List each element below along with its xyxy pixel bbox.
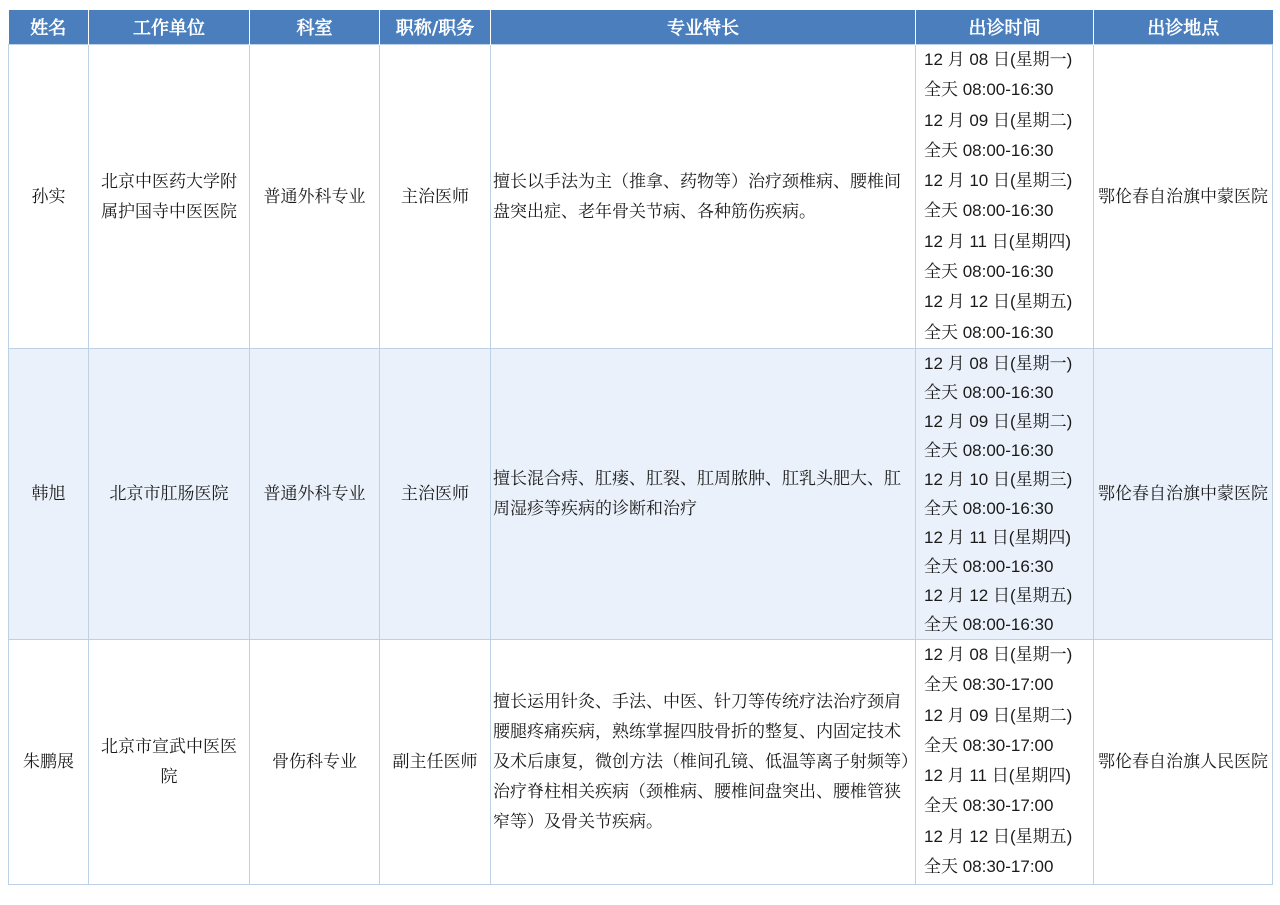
header-clinic-location: 出诊地点 xyxy=(1094,10,1273,45)
clinic-time-line: 全天 08:00-16:30 xyxy=(924,80,1054,100)
clinic-time-line: 全天 08:30-17:00 xyxy=(924,675,1054,695)
clinic-time-line: 全天 08:00-16:30 xyxy=(924,383,1054,402)
clinic-time-line: 12 月 12 日(星期五) xyxy=(924,586,1073,605)
clinic-time-line: 全天 08:00-16:30 xyxy=(924,322,1054,342)
clinic-time-line: 全天 08:30-17:00 xyxy=(924,857,1054,877)
cell-department: 骨伤科专业 xyxy=(250,640,380,885)
cell-location: 鄂伦春自治旗中蒙医院 xyxy=(1094,45,1273,349)
cell-workplace: 北京中医药大学附属护国寺中医医院 xyxy=(89,45,250,349)
clinic-time-line: 12 月 09 日(星期二) xyxy=(924,412,1073,431)
table-row xyxy=(9,45,1273,349)
clinic-time-line: 12 月 12 日(星期五) xyxy=(924,826,1073,846)
header-clinic-time: 出诊时间 xyxy=(916,10,1094,45)
header-title: 职称/职务 xyxy=(380,10,491,45)
cell-workplace: 北京市宣武中医医院 xyxy=(89,640,250,885)
cell-clinic-times xyxy=(916,349,1094,640)
clinic-time-line: 全天 08:00-16:30 xyxy=(924,140,1054,160)
doctor-schedule-table xyxy=(8,10,1273,885)
clinic-time-line: 全天 08:30-17:00 xyxy=(924,796,1054,816)
table-header-row xyxy=(9,10,1273,45)
header-workplace: 工作单位 xyxy=(89,10,250,45)
clinic-time-line: 全天 08:30-17:00 xyxy=(924,735,1054,755)
cell-title: 主治医师 xyxy=(380,45,491,349)
table-row xyxy=(9,349,1273,640)
clinic-time-line: 12 月 08 日(星期一) xyxy=(924,50,1073,69)
clinic-time-line: 12 月 09 日(星期二) xyxy=(924,110,1073,130)
table-row xyxy=(9,640,1273,885)
cell-specialty: 擅长混合痔、肛瘘、肛裂、肛周脓肿、肛乳头肥大、肛周湿疹等疾病的诊断和治疗 xyxy=(491,349,916,640)
cell-location: 鄂伦春自治旗中蒙医院 xyxy=(1094,349,1273,640)
clinic-time-line: 12 月 12 日(星期五) xyxy=(924,292,1073,312)
cell-department: 普通外科专业 xyxy=(250,349,380,640)
cell-workplace: 北京市肛肠医院 xyxy=(89,349,250,640)
cell-specialty: 擅长运用针灸、手法、中医、针刀等传统疗法治疗颈肩腰腿疼痛疾病，熟练掌握四肢骨折的整复、内固定技术及术后康复，微创方法（椎间孔镜、低温等离子射频等）治疗脊柱相关疾病（颈椎病、腰椎间盘突出、腰椎管狭窄等）及骨关节疾病。 xyxy=(491,640,916,885)
cell-specialty: 擅长以手法为主（推拿、药物等）治疗颈椎病、腰椎间盘突出症、老年骨关节病、各种筋伤疾病。 xyxy=(491,45,916,349)
clinic-time-line: 12 月 11 日(星期四) xyxy=(924,766,1072,786)
cell-name: 孙实 xyxy=(9,45,89,349)
clinic-time-line: 全天 08:00-16:30 xyxy=(924,201,1054,221)
header-department: 科室 xyxy=(250,10,380,45)
header-specialty: 专业特长 xyxy=(491,10,916,45)
clinic-time-line: 全天 08:00-16:30 xyxy=(924,615,1054,634)
header-name: 姓名 xyxy=(9,10,89,45)
clinic-time-line: 12 月 10 日(星期三) xyxy=(924,470,1073,489)
clinic-time-line: 12 月 08 日(星期一) xyxy=(924,645,1073,664)
cell-clinic-times xyxy=(916,640,1094,885)
clinic-time-line: 12 月 11 日(星期四) xyxy=(924,528,1072,547)
clinic-time-line: 12 月 08 日(星期一) xyxy=(924,354,1073,373)
clinic-time-line: 全天 08:00-16:30 xyxy=(924,499,1054,518)
cell-clinic-times xyxy=(916,45,1094,349)
cell-department: 普通外科专业 xyxy=(250,45,380,349)
clinic-time-line: 12 月 10 日(星期三) xyxy=(924,171,1073,191)
clinic-time-line: 12 月 11 日(星期四) xyxy=(924,231,1072,251)
cell-name: 朱鹏展 xyxy=(9,640,89,885)
clinic-time-line: 全天 08:00-16:30 xyxy=(924,557,1054,576)
clinic-time-line: 12 月 09 日(星期二) xyxy=(924,705,1073,725)
cell-location: 鄂伦春自治旗人民医院 xyxy=(1094,640,1273,885)
cell-title: 主治医师 xyxy=(380,349,491,640)
clinic-time-line: 全天 08:00-16:30 xyxy=(924,441,1054,460)
clinic-time-line: 全天 08:00-16:30 xyxy=(924,262,1054,282)
cell-title: 副主任医师 xyxy=(380,640,491,885)
cell-name: 韩旭 xyxy=(9,349,89,640)
